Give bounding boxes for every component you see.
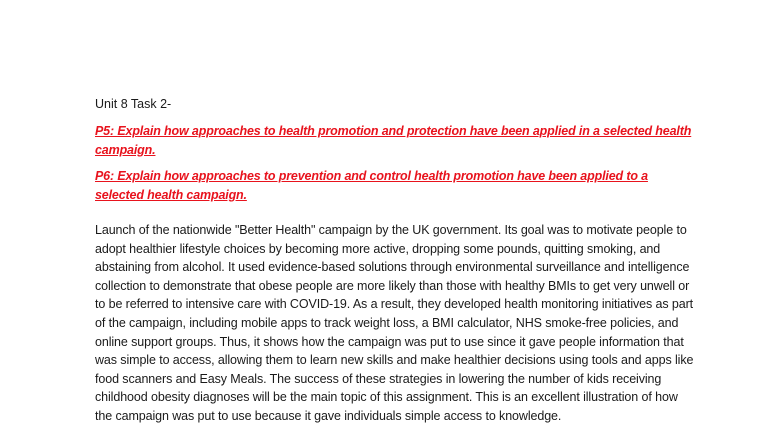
body-paragraph: Launch of the nationwide "Better Health" campaign by the UK government. Its goal was to motivate people to adopt healthier lifestyle choices by becoming more active, dropping some pounds, quitting smoking, and abstaining from alcohol. It used evidence-based solutions through environmental surveillance and intelligence collection to demonstrate that obese people are more likely than those with healthy BMIs to get very unwell or to be referred to intensive care with COVID-19. As a result, they developed health monitoring initiatives as part of the campaign, including mobile apps to track weight loss, a BMI calculator, NHS smoke-free policies, and online support groups. Thus, it shows how the campaign was put to use since it gave people information that was simple to access, allowing them to learn new skills and make healthier decisions using tools and apps like food scanners and Easy Meals. The success of these strategies in lowering the number of kids receiving childhood obesity diagnoses will be the main topic of this assignment. This is an excellent illustration of how the campaign was put to use because it gave individuals simple access to knowledge. — [95, 223, 694, 423]
task-p5: P5: Explain how approaches to health promotion and protection have been applied in a selected health campaign. — [95, 124, 692, 157]
document-content — [95, 96, 695, 426]
document-heading: Unit 8 Task 2- — [95, 97, 172, 111]
task-p6: P6: Explain how approaches to prevention and control health promotion have been applied to a selected health campaign. — [95, 169, 648, 202]
